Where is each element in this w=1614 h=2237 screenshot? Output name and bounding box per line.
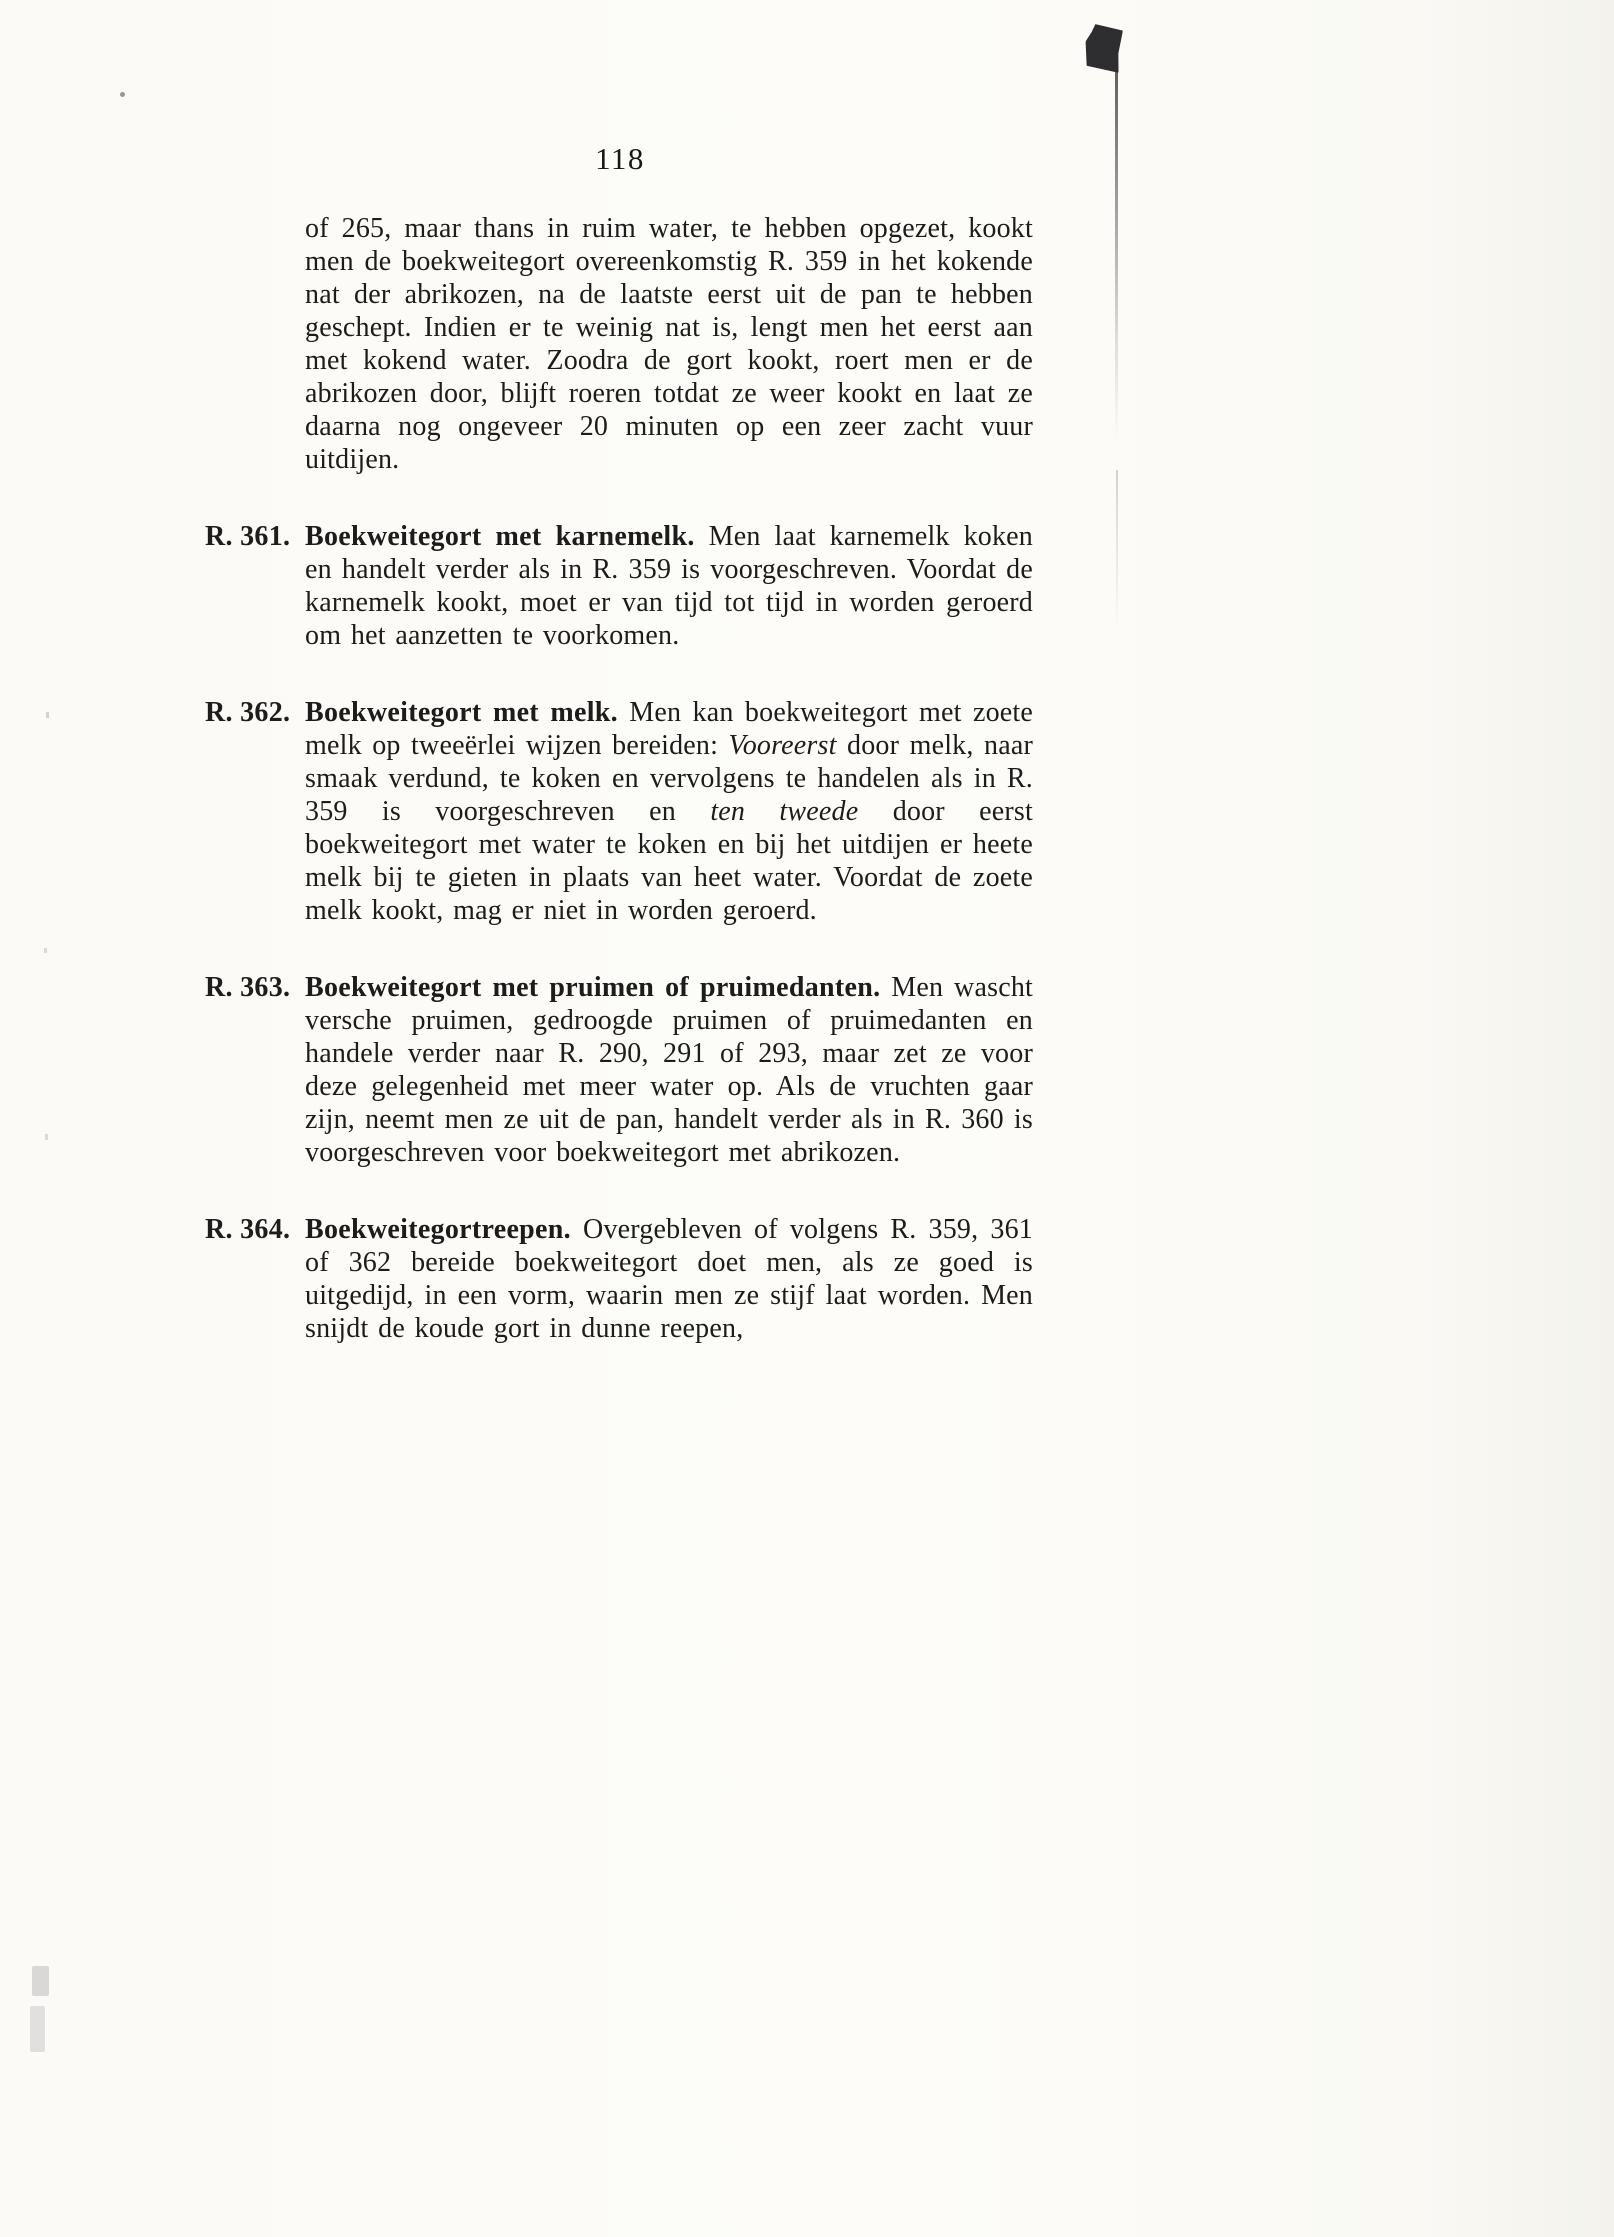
page-number: 118 xyxy=(595,141,645,176)
page-edge-shadow xyxy=(1115,50,1118,440)
scan-speck-top-left xyxy=(120,92,125,97)
recipe-entry-363 xyxy=(205,971,1033,1169)
recipe-entry-361 xyxy=(205,520,1033,652)
recipe-text-segment: door eerst boekweitegort met water te koken en bij het uitdijen er heete melk bij te gieten in plaats van heet water. Voordat de zoete melk kookt, mag er niet in worden geroerd. xyxy=(305,796,1033,926)
recipe-entry-362 xyxy=(205,696,1033,927)
recipe-text-segment: door melk, naar smaak verdund, te koken en vervolgens te handelen als in R. 359 is voorgeschreven en xyxy=(305,730,1033,827)
scan-ink-blob-artifact xyxy=(1083,23,1124,73)
scan-speck-left-margin xyxy=(44,948,47,953)
recipe-body xyxy=(305,1213,1033,1345)
recipe-number: R. 362. xyxy=(205,697,291,728)
scan-mark-bottom-left-lower xyxy=(30,2006,45,2052)
recipe-number: R. 361. xyxy=(205,521,291,552)
recipe-text-italic: ten tweede xyxy=(710,796,859,827)
recipe-text-italic: Vooreerst xyxy=(728,730,837,761)
recipe-entry-364 xyxy=(205,1213,1033,1345)
scan-speck-left-margin xyxy=(45,1134,48,1140)
recipe-title: Boekweitegort met melk. xyxy=(305,697,618,728)
recipe-text: Men wascht versche pruimen, gedroogde pruimen of pruimedanten en handele verder naar R. 290, 291 of 293, maar zet ze voor deze gelegenheid met meer water op. Als de vruchten gaar zijn, neemt men ze uit de pan, handelt verder als in R. 360 is voorgeschreven voor boekweitegort met abrikozen. xyxy=(305,972,1034,1168)
continuation-paragraph: of 265, maar thans in ruim water, te hebben opgezet, kookt men de boekweitegort overeenkomstig R. 359 in het kokende nat der abrikozen, na de laatste eerst uit de pan te hebben geschept. Indien er te weinig nat is, lengt men het eerst aan met kokend water. Zoodra de gort kookt, roert men er de abrikozen door, blijft roeren totdat ze weer kookt en laat ze daarna nog ongeveer 20 minuten op een zeer zacht vuur uitdijen. xyxy=(305,213,1033,475)
scan-mark-bottom-left-upper xyxy=(32,1966,49,1996)
recipe-body xyxy=(305,696,1033,927)
recipe-title: Boekweitegortreepen. xyxy=(305,1214,571,1245)
recipe-text: Men laat karnemelk koken en handelt verder als in R. 359 is voorgeschreven. Voordat de karnemelk kookt, moet er van tijd tot tijd in worden geroerd om het aanzetten te voorkomen. xyxy=(305,521,1033,651)
recipe-number: R. 364. xyxy=(205,1214,291,1245)
recipe-body xyxy=(305,971,1033,1169)
page-content xyxy=(205,212,1033,1345)
page-edge-shadow-lower xyxy=(1116,470,1118,630)
recipe-title: Boekweitegort met karnemelk. xyxy=(305,521,695,552)
scan-speck-left-margin xyxy=(46,712,49,718)
recipe-number: R. 363. xyxy=(205,972,291,1003)
recipe-text: Overgebleven of volgens R. 359, 361 of 362 bereide boekweitegort doet men, als ze goed is uitgedijd, in een vorm, waarin men ze stijf laat worden. Men snijdt de koude gort in dunne reepen, xyxy=(305,1214,1033,1344)
recipe-title: Boekweitegort met pruimen of pruimedanten. xyxy=(305,972,881,1003)
recipe-text-segment: Men kan boekweitegort met zoete melk op tweeërlei wijzen bereiden: xyxy=(305,697,1034,761)
recipe-body xyxy=(305,520,1033,652)
